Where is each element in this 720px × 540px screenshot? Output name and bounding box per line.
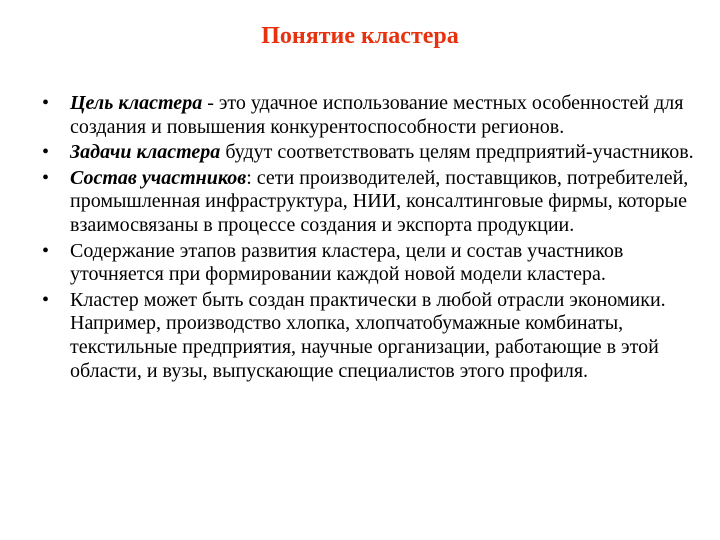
- list-item: [42, 141, 707, 165]
- list-item: [42, 289, 707, 383]
- bullet-icon: •: [42, 239, 50, 262]
- bullet-icon: •: [42, 92, 50, 114]
- item-text: будут соответствовать целям предприятий-участников.: [220, 141, 694, 164]
- item-text: : сети производителей, поставщиков, потребителей, промышленная инфраструктура, НИИ, консалтинговые фирмы, которые взаимосвязаны в процессе создания и экспорта продукции.: [70, 166, 689, 236]
- bullet-icon: •: [42, 141, 50, 164]
- item-text: - это удачное использование местных особенностей для создания и повышения конкурентоспособности регионов.: [70, 92, 684, 138]
- bullet-icon: •: [42, 166, 50, 189]
- item-emphasis: Состав участников: [70, 166, 247, 189]
- bullet-icon: •: [42, 288, 50, 311]
- item-emphasis: Цель кластера: [70, 92, 203, 114]
- list-item: [42, 167, 707, 238]
- item-text: Содержание этапов развития кластера, цели и состав участников уточняется при формировании каждой новой модели кластера.: [70, 239, 624, 286]
- item-text: Кластер может быть создан практически в любой отрасли экономики. Например, производство хлопка, хлопчатобумажные комбинаты, текстильные предприятия, научные организации, работающие в этой области, и вузы, выпускающие специалистов этого профиля.: [70, 288, 666, 382]
- item-emphasis: Задачи кластера: [70, 141, 221, 164]
- bullet-list: [42, 92, 707, 385]
- list-item: [42, 240, 707, 287]
- slide-title: Понятие кластера: [261, 23, 459, 49]
- list-item: [42, 92, 707, 139]
